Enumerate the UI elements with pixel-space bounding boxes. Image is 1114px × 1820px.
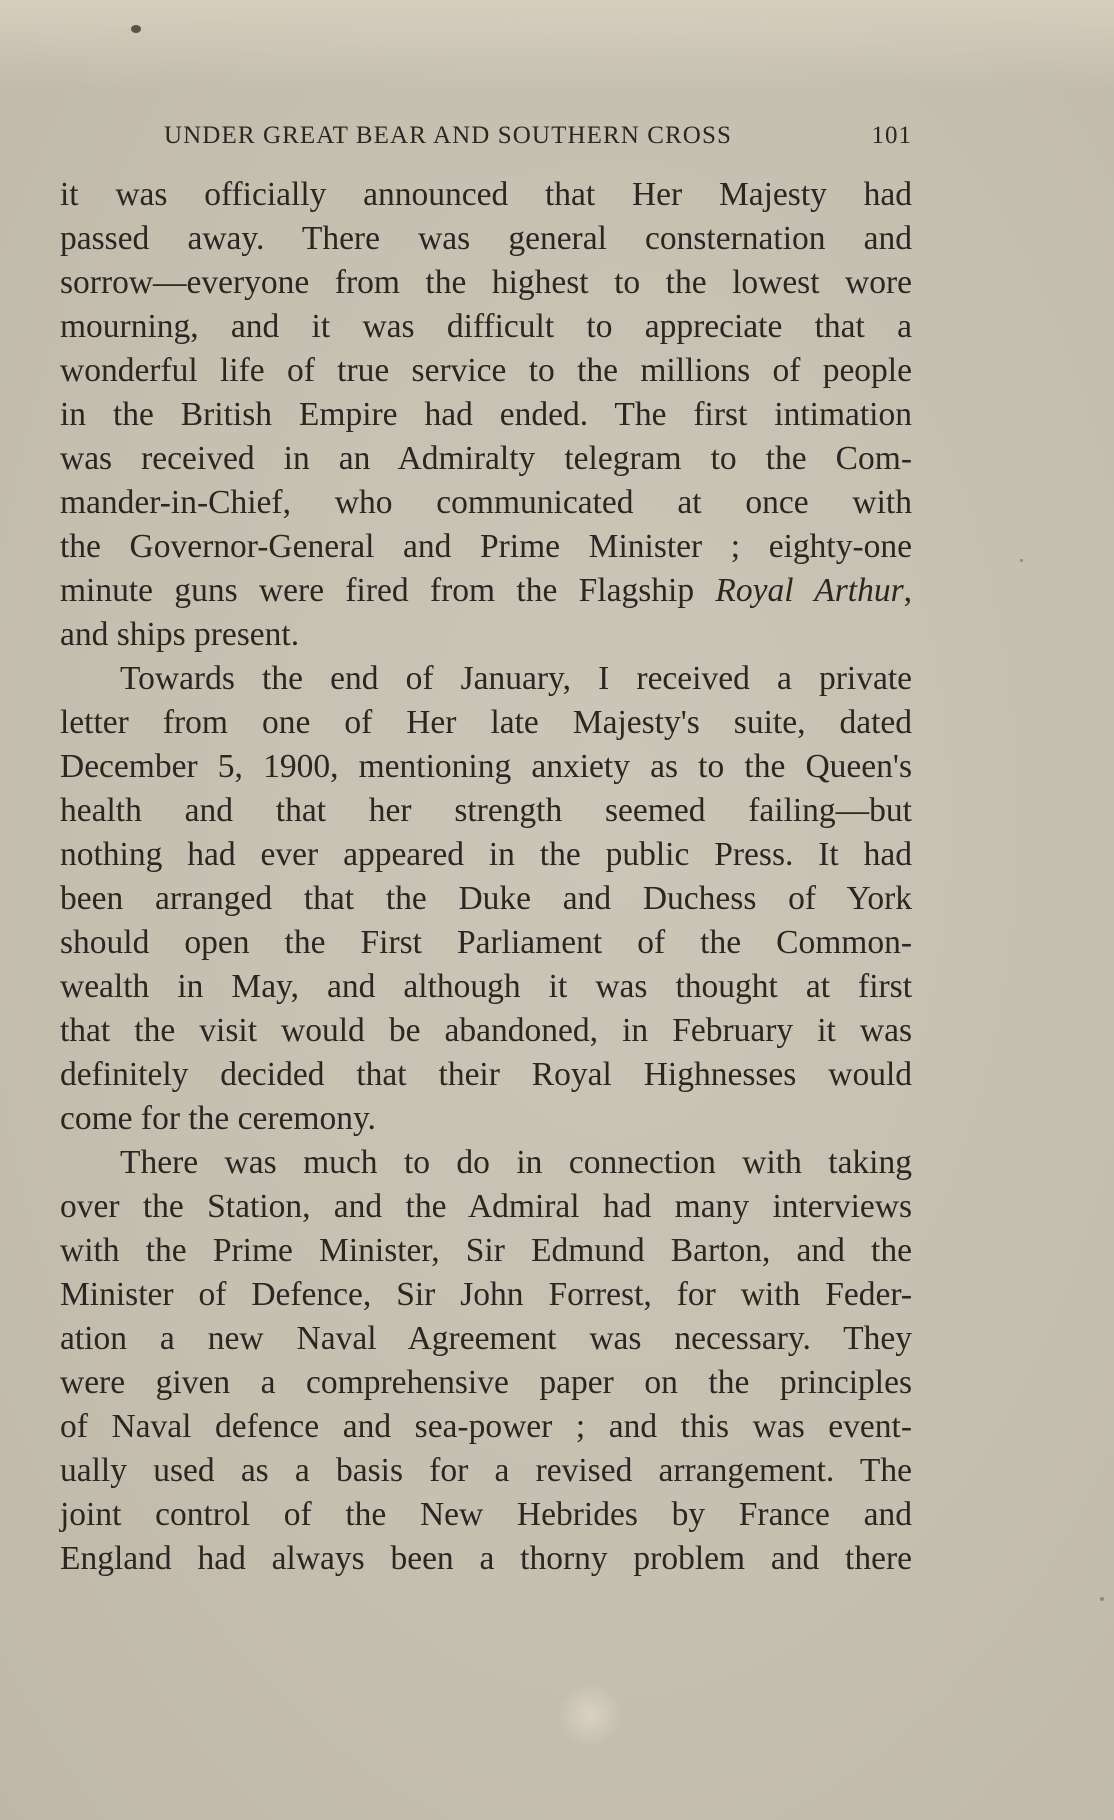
paper-discoloration xyxy=(0,0,1114,90)
text-line: come for the ceremony. xyxy=(60,1100,376,1137)
text-line: Minister of Defence, Sir John Forrest, for with Feder- xyxy=(60,1276,912,1313)
text-line: in the British Empire had ended. The first intimation xyxy=(60,396,912,433)
text-line: with the Prime Minister, Sir Edmund Barton, and the xyxy=(60,1232,912,1269)
paragraph-2 xyxy=(60,657,912,1141)
text-line: it was officially announced that Her Majesty had xyxy=(60,176,912,213)
text-line: passed away. There was general consternation and xyxy=(60,220,912,257)
text-fragment: minute guns were fired from the Flagship xyxy=(60,572,716,609)
text-line: should open the First Parliament of the Common- xyxy=(60,924,912,961)
text-fragment: , xyxy=(903,572,912,609)
page-header xyxy=(60,122,912,154)
text-line: was received in an Admiralty telegram to the Com- xyxy=(60,440,912,477)
running-head: UNDER GREAT BEAR AND SOUTHERN CROSS xyxy=(164,122,732,149)
paper-speck xyxy=(131,25,141,33)
text-line: over the Station, and the Admiral had many interviews xyxy=(60,1188,912,1225)
text-line: ually used as a basis for a revised arrangement. The xyxy=(60,1452,912,1489)
text-line: letter from one of Her late Majesty's suite, dated xyxy=(60,704,912,741)
text-line: health and that her strength seemed failing—but xyxy=(60,792,912,829)
text-line: been arranged that the Duke and Duchess of York xyxy=(60,880,912,917)
text-line: that the visit would be abandoned, in February it was xyxy=(60,1012,912,1049)
text-line: England had always been a thorny problem and there xyxy=(60,1540,912,1577)
text-line: wonderful life of true service to the millions of people xyxy=(60,352,912,389)
text-line: joint control of the New Hebrides by France and xyxy=(60,1496,912,1533)
text-line: were given a comprehensive paper on the principles xyxy=(60,1364,912,1401)
text-line: There was much to do in connection with taking xyxy=(120,1144,912,1181)
text-line: December 5, 1900, mentioning anxiety as to the Queen's xyxy=(60,748,912,785)
paragraph-1 xyxy=(60,173,912,657)
paragraph-3 xyxy=(60,1141,912,1581)
text-line: mander-in-Chief, who communicated at once with xyxy=(60,484,912,521)
text-line: of Naval defence and sea-power ; and this was event- xyxy=(60,1408,912,1445)
page-number: 101 xyxy=(871,122,912,149)
paper-speck xyxy=(1020,559,1023,562)
page-body xyxy=(60,173,912,1581)
text-line: mourning, and it was difficult to appreciate that a xyxy=(60,308,912,345)
text-line: and ships present. xyxy=(60,616,300,653)
text-line: Towards the end of January, I received a private xyxy=(120,660,912,697)
text-line-with-italic xyxy=(60,569,912,613)
text-line: ation a new Naval Agreement was necessary. They xyxy=(60,1320,912,1357)
text-line: wealth in May, and although it was thought at first xyxy=(60,968,912,1005)
text-line: the Governor-General and Prime Minister ; eighty-one xyxy=(60,528,912,565)
ship-name: Royal Arthur xyxy=(715,572,904,609)
text-line: definitely decided that their Royal Highnesses would xyxy=(60,1056,912,1093)
text-line: nothing had ever appeared in the public Press. It had xyxy=(60,836,912,873)
paper-stain xyxy=(555,1685,625,1745)
paper-speck xyxy=(1100,1597,1104,1601)
text-line: sorrow—everyone from the highest to the lowest wore xyxy=(60,264,912,301)
